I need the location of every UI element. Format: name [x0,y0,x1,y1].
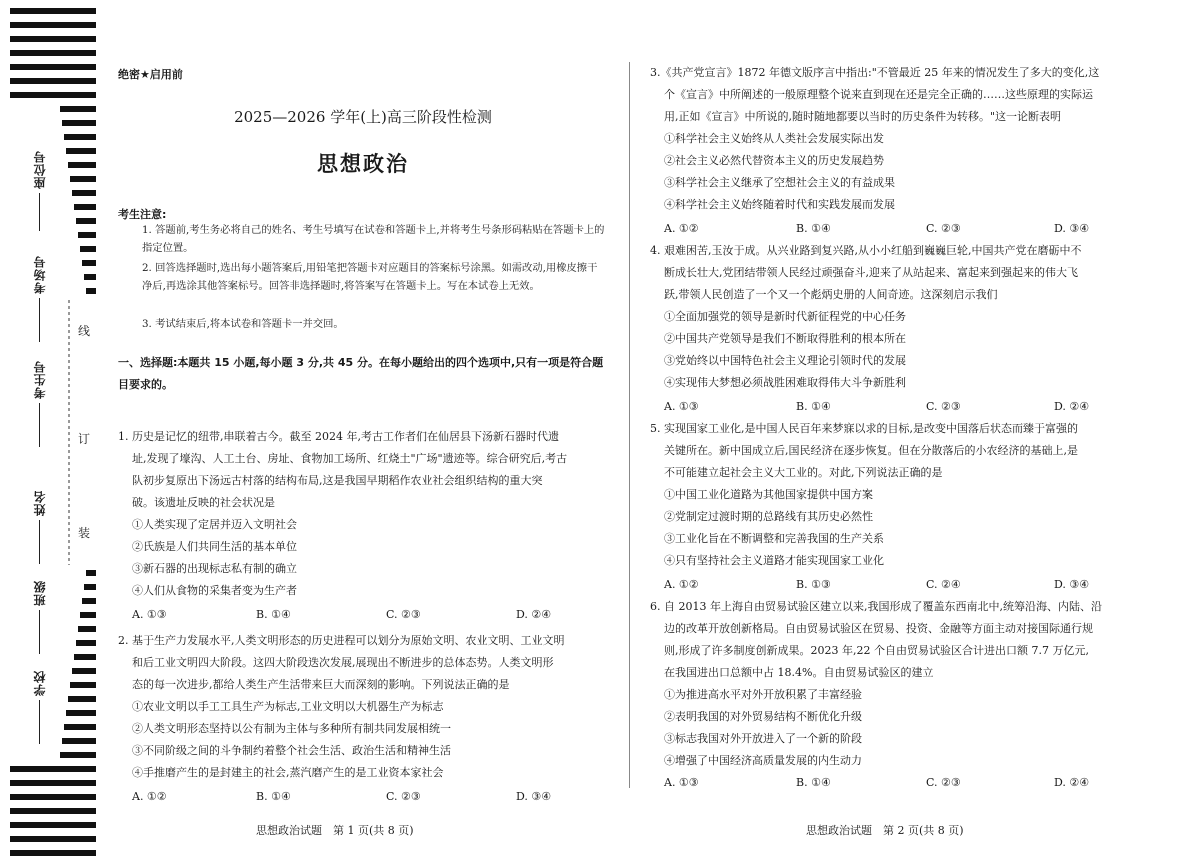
question-6-statement: ②表明我国的对外贸易结构不断优化升级 [664,710,862,723]
question-4-statement: ④实现伟大梦想必须战胜困难取得伟大斗争新胜利 [664,376,906,389]
question-4-statement: ②中国共产党领导是我们不断取得胜利的根本所在 [664,332,906,345]
field-line [39,520,40,564]
field-label: 班级 [32,580,47,606]
question-4-option-d[interactable]: D. ②④ [1054,400,1090,413]
question-6-statement: ③标志我国对外开放进入了一个新的阶段 [664,732,862,745]
cut-word-pack: 装 [78,526,91,540]
question-3-option-a[interactable]: A. ①② [664,222,699,235]
page-footer: 思想政治试题 第 1 页(共 8 页) [256,824,414,837]
question-5-option-a[interactable]: A. ①② [664,578,699,591]
question-3-statement: ④科学社会主义始终随着时代和实践发展而发展 [664,198,895,211]
question-6-statement: ④增强了中国经济高质量发展的内生动力 [664,754,862,767]
question-3-option-b[interactable]: B. ①④ [796,222,831,235]
field-label: 考生号 [32,360,47,399]
cut-word-line: 线 [78,324,91,338]
question-4-statement: ①全面加强党的领导是新时代新征程党的中心任务 [664,310,906,323]
right-page [650,0,1150,868]
notice-item: 1. 答题前,考生务必将自己的姓名、考生号填写在试卷和答题卡上,并将考生号条形码粘贴在答题卡上的指定位置。 [142,224,605,254]
question-6-option-d[interactable]: D. ②④ [1054,776,1090,789]
question-5-statement: ④只有坚持社会主义道路才能实现国家工业化 [664,554,884,567]
field-label: 学校 [32,670,47,696]
notice-item: 3. 考试结束后,将本试卷和答题卡一并交回。 [142,318,344,330]
question-3-line: 个《宣言》中所阐述的一般原理整个说来直到现在还是完全正确的……这些原理的实际运 [664,88,1093,101]
question-3-line: 3.《共产党宣言》1872 年德文版序言中指出:"不管最近 25 年来的情况发生了多大的变化,这 [650,66,1100,79]
question-6-option-a[interactable]: A. ①③ [664,776,699,789]
question-5-line: 关键所在。新中国成立后,国民经济在逐步恢复。但在分散落后的小农经济的基础上,是 [664,444,1078,457]
question-3-statement: ②社会主义必然代替资本主义的历史发展趋势 [664,154,884,167]
question-4-option-b[interactable]: B. ①④ [796,400,831,413]
question-2-line: 态的每一次进步,都给人类生产生活带来巨大而深刻的影响。下列说法正确的是 [132,678,510,691]
question-1-option-c[interactable]: C. ②③ [386,608,421,621]
field-class[interactable] [14,580,64,654]
field-name[interactable] [14,490,64,564]
question-1-statement: ③新石器的出现标志私有制的确立 [132,562,297,575]
question-2-option-a[interactable]: A. ①② [132,790,167,803]
student-info-fields [14,0,64,868]
field-label: 考场号 [32,255,47,294]
field-line [39,610,40,654]
question-3-option-c[interactable]: C. ②③ [926,222,961,235]
field-label: 座位号 [32,150,47,189]
question-1-line: 址,发现了壕沟、人工土台、房址、食物加工场所、红烧土"广场"遗迹等。综合研究后,考古 [132,452,568,465]
field-line [39,700,40,744]
question-5-line: 5. 实现国家工业化,是中国人民百年来梦寐以求的目标,是改变中国落后状态而臻于富强的 [650,422,1078,435]
field-line [39,403,40,447]
question-2-statement: ④手推磨产生的是封建主的社会,蒸汽磨产生的是工业资本家社会 [132,766,444,779]
question-5-line: 不可能建立起社会主义大工业的。对此,下列说法正确的是 [664,466,943,479]
question-3-line: 用,正如《宣言》中所说的,随时随地都要以当时的历史条件为转移。"这一论断表明 [664,110,1062,123]
question-6-line: 6. 自 2013 年上海自由贸易试验区建立以来,我国形成了覆盖东西南北中,统筹沿海、内陆、沿 [650,600,1102,613]
question-4-option-a[interactable]: A. ①③ [664,400,699,413]
question-1-option-a[interactable]: A. ①③ [132,608,167,621]
secret-mark: 绝密★启用前 [118,68,183,81]
question-6-line: 在我国进出口总额中占 18.4%。自由贸易试验区的建立 [664,666,934,679]
question-5-option-d[interactable]: D. ③④ [1054,578,1090,591]
question-3-statement: ③科学社会主义继承了空想社会主义的有益成果 [664,176,895,189]
question-6-option-b[interactable]: B. ①④ [796,776,831,789]
question-5-statement: ②党制定过渡时期的总路线有其历史必然性 [664,510,873,523]
page-divider [629,62,630,788]
question-6-line: 则,形成了许多制度创新成果。2023 年,22 个自由贸易试验区合计进出口额 7.7 万亿元, [664,644,1089,657]
notice-item: 2. 回答选择题时,选出每小题答案后,用铅笔把答题卡对应题目的答案标号涂黑。如需改动,用橡皮擦干净后,再选涂其他答案标号。回答非选择题时,将答案写在答题卡上。写在本试卷上无效。 [142,262,598,292]
page-footer: 思想政治试题 第 2 页(共 8 页) [806,824,964,837]
question-1-statement: ①人类实现了定居并迈入文明社会 [132,518,297,531]
field-line [39,298,40,342]
question-5-statement: ①中国工业化道路为其他国家提供中国方案 [664,488,873,501]
question-1-statement: ②氏族是人们共同生活的基本单位 [132,540,297,553]
question-1-line: 破。该遗址反映的社会状况是 [132,496,275,509]
section-heading: 一、选择题:本题共 15 小题,每小题 3 分,共 45 分。在每小题给出的四个选项中,只有一项是符合题目要求的。 [118,356,604,391]
question-6-statement: ①为推进高水平对外开放积累了丰富经验 [664,688,862,701]
question-2-line: 和后工业文明四大阶段。这四大阶段迭次发展,展现出不断进步的总体态势。人类文明形 [132,656,554,669]
field-line [39,193,40,231]
field-room[interactable] [14,255,64,342]
question-2-statement: ①农业文明以手工工具生产为标志,工业文明以大机器生产为标志 [132,700,444,713]
question-4-line: 跃,带领人民创造了一个又一个彪炳史册的人间奇迹。这深刻启示我们 [664,288,998,301]
question-1-line: 队初步复原出下汤远古村落的结构布局,这是我国早期稻作农业社会组织结构的重大突 [132,474,543,487]
question-3-option-d[interactable]: D. ③④ [1054,222,1090,235]
question-2-option-d[interactable]: D. ③④ [516,790,552,803]
question-2-option-b[interactable]: B. ①④ [256,790,291,803]
question-4-line: 4. 艰难困苦,玉汝于成。从兴业路到复兴路,从小小红船到巍巍巨轮,中国共产党在磨砺中不 [650,244,1082,257]
question-5-option-b[interactable]: B. ①③ [796,578,831,591]
question-5-statement: ③工业化旨在不断调整和完善我国的生产关系 [664,532,884,545]
question-4-statement: ③党始终以中国特色社会主义理论引领时代的发展 [664,354,906,367]
subject-title: 思想政治 [317,152,409,176]
exam-title: 2025—2026 学年(上)高三阶段性检测 [234,108,492,126]
question-6-option-c[interactable]: C. ②③ [926,776,961,789]
question-1-option-b[interactable]: B. ①④ [256,608,291,621]
question-4-line: 断成长壮大,党团结带领人民经过顽强奋斗,迎来了从站起来、富起来到强起来的伟大飞 [664,266,1078,279]
binding-margin [0,0,110,868]
field-seat[interactable] [14,150,64,231]
field-school[interactable] [14,670,64,744]
left-page [116,0,610,868]
question-2-line: 2. 基于生产力发展水平,人类文明形态的历史进程可以划分为原始文明、农业文明、工业文明 [118,634,565,647]
question-1-option-d[interactable]: D. ②④ [516,608,552,621]
question-3-statement: ①科学社会主义始终从人类社会发展实际出发 [664,132,884,145]
question-2-statement: ②人类文明形态坚持以公有制为主体与多种所有制共同发展相统一 [132,722,451,735]
question-1-statement: ④人们从食物的采集者变为生产者 [132,584,297,597]
question-4-option-c[interactable]: C. ②③ [926,400,961,413]
question-2-statement: ③不同阶级之间的斗争制约着整个社会生活、政治生活和精神生活 [132,744,451,757]
question-6-line: 边的改革开放创新格局。自由贸易试验区在贸易、投资、金融等方面主动对接国际通行规 [664,622,1093,635]
field-label: 姓名 [32,490,47,516]
question-2-option-c[interactable]: C. ②③ [386,790,421,803]
question-5-option-c[interactable]: C. ②④ [926,578,961,591]
field-student-id[interactable] [14,360,64,447]
cut-word-bind: 订 [78,432,91,446]
question-1-line: 1. 历史是记忆的纽带,串联着古今。截至 2024 年,考古工作者们在仙居县下汤新石器时代遗 [118,430,559,443]
notice-heading: 考生注意: [118,208,167,221]
